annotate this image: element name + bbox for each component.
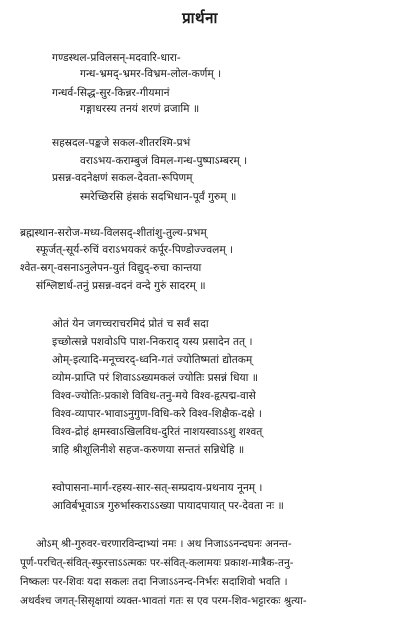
verse-line: सहस्रदल-पङ्कजे सकल-शीतरश्मि-प्रभं <box>52 137 191 149</box>
prose-line: ओऽम् श्री-गुरुवर-चरणारविन्दाभ्यां नमः । अथ निजाऽऽनन्दघनः अनन्त- <box>36 538 292 550</box>
verse-line: स्फूर्जत्-सूर्य-रुचिं वराऽभयकरं कर्पूर-पिण्डोज्ज्वलम् । <box>36 244 234 256</box>
prose-line: निष्कलः पर-शिवः यदा सकलः तदा निजाऽऽनन्द-निर्भरः सदाशिवो भवति । <box>20 576 288 588</box>
verse-line: गङ्गाधरस्य तनयं शरणं व्रजामि ॥ <box>80 103 200 115</box>
verse-line: गन्ध-भ्रमद्-भ्रमर-विभ्रम-लोल-कर्णम् । <box>80 68 222 80</box>
verse-line: गन्धर्व-सिद्ध-सुर-किन्नर-गीयमानं <box>52 87 170 99</box>
verse-line: विश्व-ज्योतिः-प्रकाशे विविध-तनु-मये विश्व-हृत्पद्म-वासे <box>52 390 256 402</box>
verse-line: ब्रह्मस्थान-सरोज-मध्य-विलसद्-शीतांशु-तुल्य-प्रभम् <box>20 227 207 239</box>
verse-line: विश्व-द्रोहं क्षमस्वाऽखिलविध-दुरितं नाशयस्वाऽऽशु शश्वत् <box>52 426 263 438</box>
prose-line: पूर्ण-परचित्-संवित्-स्फुरत्ताऽऽत्मकः पर-संवित्-कलामयः प्रकाश-मात्रैक-तनु- <box>20 557 294 569</box>
verse-line: श्वेत-स्रग्-वसनाऽनुलेपन-युतं विद्युद्-रुचा कान्तया <box>20 262 202 274</box>
verse-line: स्वोपासना-मार्ग-रहस्य-सार-सत्-सम्प्रदाय-प्रथनाय नूनम् । <box>52 482 263 494</box>
verse-line: त्राहि श्रीशूलिनीशे सहज-करुणया सन्ततं सन्निधेहि ॥ <box>52 444 245 456</box>
page-title: प्रार्थना <box>182 9 218 27</box>
verse-line: आविर्बभूवाऽत्र गुरुर्भास्कराऽऽख्या पायादपायात् पर-देवता नः ॥ <box>52 500 284 512</box>
verse-line: स्मरेच्छिरसि हंसकं सदभिधान-पूर्वं गुरुम् ॥ <box>80 191 237 203</box>
verse-line: ओतं येन जगच्चराचरमिदं प्रोतं च सर्वं सदा <box>52 318 209 330</box>
prose-line: अथर्वश्च जगत्-सिसृक्षायां व्यक्त-भावतां गतः स एव परम-शिव-भट्टारकः श्रुत्या- <box>20 595 307 607</box>
verse-line: ओम्-इत्यादि-मनूच्चरद्-ध्वनि-गतं ज्योतिष्मतां द्योतकम् <box>52 354 253 366</box>
verse-line: व्योम-प्राप्ति परं शिवाऽऽख्यमकलं ज्योतिः प्रसन्नं धिया ॥ <box>52 372 259 384</box>
verse-line: विश्व-व्यापार-भावाऽनुगुण-विधि-करे विश्व-शिक्षैक-दक्षे । <box>52 408 262 420</box>
verse-line: प्रसन्न-वदनेक्षणं सकल-देवता-रूपिणम् <box>52 172 193 184</box>
verse-line: गण्डस्थल-प्रविलसन्-मदवारि-धारा- <box>52 52 181 64</box>
verse-line: वराऽभय-कराम्बुजं विमल-गन्ध-पुष्पाऽम्बरम् । <box>80 155 248 167</box>
verse-line: इच्छोत्सन्ने पशवोऽपि पाश-निकराद् यस्य प्रसादेन तत् । <box>52 336 253 348</box>
verse-line: संश्लिष्टार्ध-तनुं प्रसन्न-वदनं वन्दे गुरुं सादरम् ॥ <box>36 280 206 292</box>
